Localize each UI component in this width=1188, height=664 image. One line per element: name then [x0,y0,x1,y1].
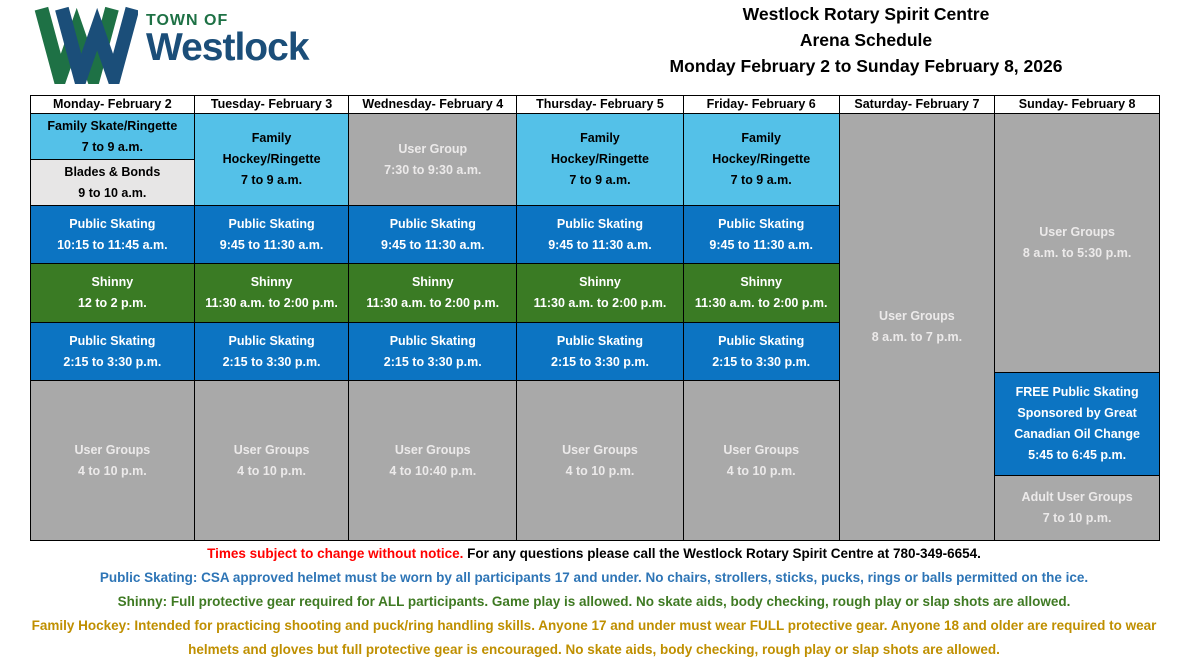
event-time: 7 to 9 a.m. [569,173,631,187]
event-time: 11:30 a.m. to 2:00 p.m. [694,296,828,310]
event-label: Shinny [91,275,134,289]
event-time: 4 to 10 p.m. [565,463,635,478]
event-time: 7:30 to 9:30 a.m. [384,162,482,177]
footer-notes [0,542,1188,662]
event-time: 9:45 to 11:30 a.m. [381,237,485,252]
event-label: FREE Public Skating Sponsored by Great Canadian Oil Change [1014,385,1140,441]
title-schedule: Arena Schedule [799,30,933,50]
note-family-hockey: Family Hockey: Intended for practicing shooting and puck/ring handling skills. Anyone 17 and under must wear FULL protective gear. Anyone 18 and older are required to wear helmets and gloves but full protective gear is encouraged. No skate aids, body checking, rough play or slap shots are allowed. [31,618,1157,657]
schedule-cell-user-groups [349,381,516,540]
event-time: 4 to 10:40 p.m. [389,463,477,478]
note-shinny: Shinny: Full protective gear required for ALL participants. Game play is allowed. No skate aids, body checking, rough play or slap shots are allowed. [117,594,1071,609]
event-time: 12 to 2 p.m. [77,296,147,310]
event-label: User Groups [394,442,471,457]
schedule-cell-shinny [517,264,683,323]
schedule-cell-public-skating [195,323,349,381]
arena-schedule-table [30,95,1160,541]
note-public-skating: Public Skating: CSA approved helmet must be worn by all participants 17 and under. No chairs, strollers, sticks, pucks, rings or balls permitted on the ice. [99,570,1089,585]
event-label: Adult User Groups [1021,490,1133,504]
schedule-cell-user-groups [31,381,194,540]
schedule-cell-user-groups-day [995,114,1159,373]
event-label: Family Hockey/Ringette [550,131,649,166]
event-label: User Groups [74,442,151,457]
schedule-cell-public-skating [349,323,516,381]
event-time: 7 to 9 a.m. [240,173,303,187]
title-centre-name: Westlock Rotary Spirit Centre [742,4,990,24]
event-time: 7 to 10 p.m. [1042,511,1112,525]
schedule-cell-public-skating [31,206,194,264]
column-header-friday: Friday- February 6 [684,96,839,114]
event-time: 2:15 to 3:30 p.m. [712,354,811,369]
column-header-tuesday: Tuesday- February 3 [195,96,349,114]
schedule-cell-family-hockey [684,114,839,206]
schedule-cell-public-skating [684,206,839,264]
event-label: Public Skating [389,333,476,348]
schedule-cell-family-hockey [195,114,349,206]
schedule-cell-public-skating [31,323,194,381]
event-label: User Groups [233,442,310,457]
event-label: Public Skating [556,216,644,231]
event-time: 4 to 10 p.m. [726,463,796,478]
event-time: 7 to 9 a.m. [730,173,792,187]
logo-town-of-text: TOWN OF [146,12,229,29]
event-label: Blades & Bonds [64,164,161,179]
event-label: Public Skating [69,333,156,348]
event-time: 10:15 to 11:45 a.m. [57,237,168,252]
event-time: 2:15 to 3:30 p.m. [222,354,321,369]
event-time: 9:45 to 11:30 a.m. [548,237,652,252]
schedule-cell-family-hockey [517,114,683,206]
schedule-cell-public-skating [684,323,839,381]
event-label: User Groups [562,442,638,457]
event-label: Public Skating [718,216,805,231]
westlock-w-icon [34,4,138,89]
column-header-sunday: Sunday- February 8 [995,96,1159,114]
title-date-range: Monday February 2 to Sunday February 8, 2026 [669,56,1063,76]
schedule-cell-blades-bonds [31,160,194,206]
schedule-cell-user-groups [684,381,839,540]
page-title [560,1,1172,79]
column-friday [684,96,840,540]
schedule-cell-user-groups [195,381,349,540]
event-label: Shinny [740,275,783,289]
event-time: 2:15 to 3:30 p.m. [383,354,482,369]
schedule-cell-user-groups-all-day [840,114,995,540]
event-time: 9 to 10 a.m. [78,185,147,200]
event-time: 8 a.m. to 5:30 p.m. [1022,246,1132,260]
event-label: Shinny [411,275,454,289]
schedule-cell-shinny [349,264,516,323]
column-tuesday [195,96,350,540]
event-time: 4 to 10 p.m. [237,463,306,478]
note-times-subject-red: Times subject to change without notice. [207,546,464,561]
schedule-cell-family-skate [31,114,194,160]
schedule-cell-shinny [684,264,839,323]
note-contact: For any questions please call the Westlock Rotary Spirit Centre at 780-349-6654. [467,546,981,561]
column-monday [31,96,195,540]
logo-westlock-text: Westlock [146,26,309,69]
event-time: 8 a.m. to 7 p.m. [871,330,963,344]
event-time: 9:45 to 11:30 a.m. [709,237,813,252]
column-header-wednesday: Wednesday- February 4 [349,96,516,114]
schedule-cell-user-groups [517,381,683,540]
event-label: User Groups [879,309,955,323]
event-time: 5:45 to 6:45 p.m. [1028,448,1127,462]
event-label: Family Hockey/Ringette [222,131,321,166]
event-label: Family Skate/Ringette [47,118,178,133]
event-label: Public Skating [718,333,805,348]
schedule-cell-shinny [195,264,349,323]
event-label: Shinny [579,275,621,289]
schedule-cell-free-public-skating [995,373,1159,476]
event-time: 9:45 to 11:30 a.m. [219,237,324,252]
schedule-cell-adult-user-groups [995,476,1159,540]
event-label: User Groups [723,442,800,457]
column-saturday [840,96,996,540]
column-header-monday: Monday- February 2 [31,96,194,114]
event-time: 2:15 to 3:30 p.m. [63,354,162,369]
event-label: Public Skating [69,216,156,231]
event-time: 11:30 a.m. to 2:00 p.m. [533,296,667,310]
event-label: Public Skating [389,216,476,231]
event-label: Public Skating [228,333,315,348]
note-times-subject [30,542,1158,566]
schedule-cell-public-skating [195,206,349,264]
event-time: 2:15 to 3:30 p.m. [551,354,649,369]
schedule-cell-user-group-am [349,114,516,206]
schedule-cell-shinny [31,264,194,323]
column-sunday [995,96,1159,540]
column-header-thursday: Thursday- February 5 [517,96,683,114]
event-time: 11:30 a.m. to 2:00 p.m. [205,296,338,310]
event-label: Public Skating [556,333,644,348]
event-label: Public Skating [228,216,315,231]
column-wednesday [349,96,517,540]
event-time: 7 to 9 a.m. [81,139,143,154]
event-label: User Group [398,141,468,156]
schedule-cell-public-skating [517,206,683,264]
event-label: Shinny [250,275,293,289]
event-time: 11:30 a.m. to 2:00 p.m. [366,296,500,310]
schedule-cell-public-skating [349,206,516,264]
town-of-westlock-logo [34,4,309,89]
event-label: Family Hockey/Ringette [712,131,811,166]
event-time: 4 to 10 p.m. [77,463,147,478]
column-header-saturday: Saturday- February 7 [840,96,995,114]
schedule-cell-public-skating [517,323,683,381]
event-label: User Groups [1039,225,1115,239]
column-thursday [517,96,684,540]
